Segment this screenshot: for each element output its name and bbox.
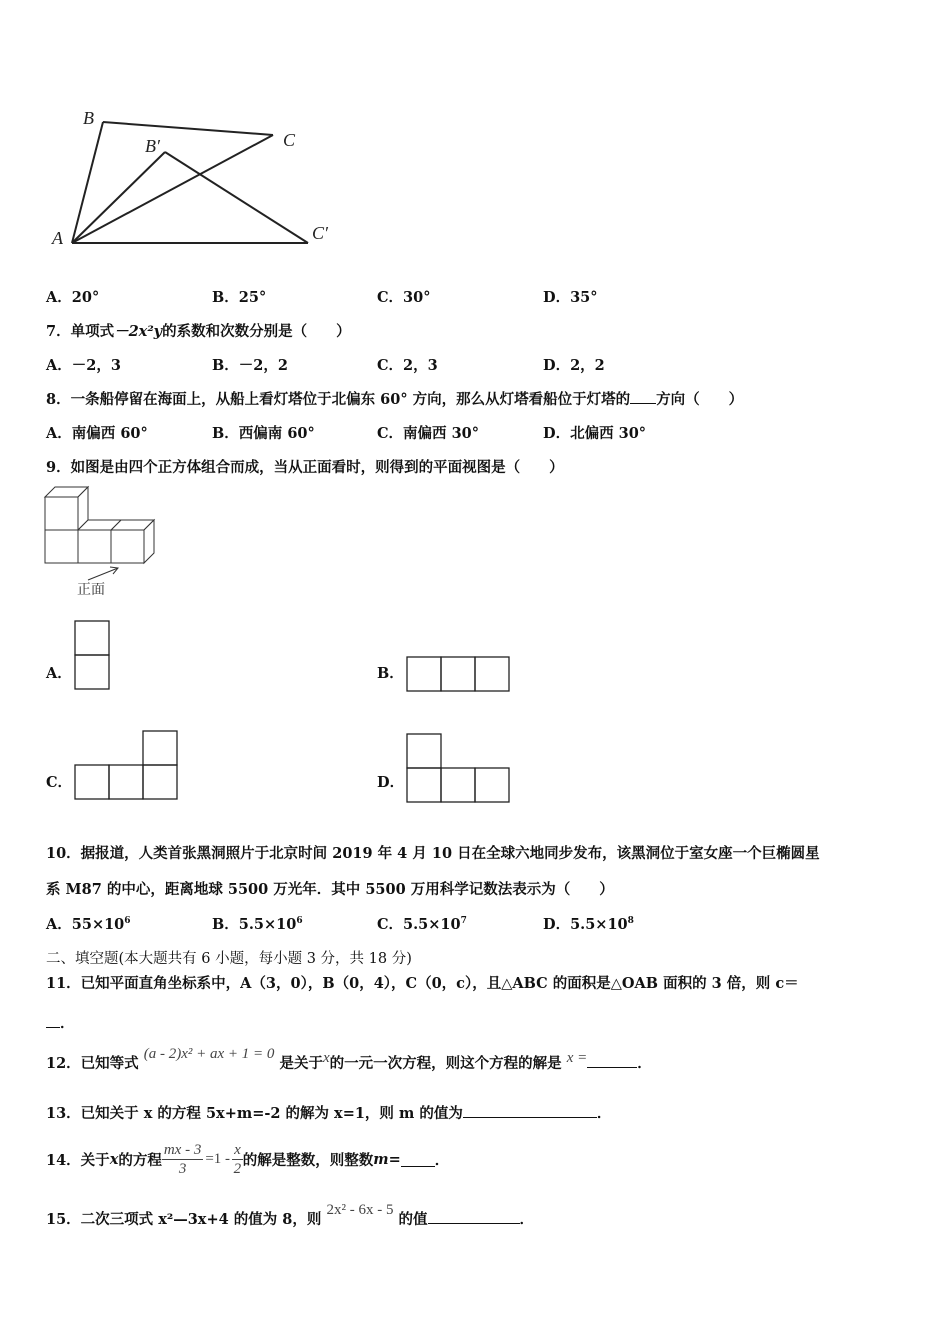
q9-option-c-label[interactable]: C． — [46, 774, 73, 791]
q12-equation: (a - 2)x² + ax + 1 = 0 — [143, 1046, 275, 1062]
q9-option-b-label[interactable]: B． — [377, 665, 404, 682]
q6-option-d[interactable]: D．35° — [543, 289, 598, 306]
q10-option-c[interactable]: C．$5.5\times 10^7$ — [377, 916, 467, 933]
q9-option-a-figure[interactable] — [74, 620, 114, 692]
q10-line2: 系 M87 的中心，距离地球 5500 万光年．其中 5500 万用科学记数法表示为（ ） — [46, 881, 614, 898]
q7-option-b[interactable]: B．－2，2 — [212, 357, 288, 374]
q9-option-c-figure[interactable] — [74, 730, 180, 802]
cube-svg — [40, 485, 170, 600]
q8-option-c[interactable]: C．南偏西 30° — [377, 425, 480, 442]
q6-option-b[interactable]: B．25° — [212, 289, 267, 306]
q13-question: 13．已知关于 x 的方程 5x+m=-2 的解为 x=1，则 m 的值为 ． — [46, 1105, 612, 1122]
q8-blank[interactable] — [630, 401, 656, 404]
label-C: C — [283, 130, 296, 150]
q8-question: 8．一条船停留在海面上，从船上看灯塔位于北偏东 60° 方向，那么从灯塔看船位于灯塔的 方向（ ） — [46, 391, 744, 408]
q8-option-d[interactable]: D．北偏西 30° — [543, 425, 647, 442]
q6-option-a[interactable]: A．20° — [46, 289, 100, 306]
label-A: A — [52, 228, 63, 248]
q7-option-a[interactable]: A．－2，3 — [46, 357, 121, 374]
q11-line2: ． — [46, 1012, 75, 1033]
q14-fraction-1: $\frac{mx - 3}{3}$ — [163, 1141, 202, 1177]
q15-blank[interactable] — [428, 1221, 520, 1224]
section-2-title: 二、填空题(本大题共有 6 小题，每小题 3 分，共 18 分) — [46, 951, 412, 967]
triangle-figure — [40, 100, 340, 260]
q11-blank[interactable] — [46, 1025, 60, 1028]
q7-expression: －2x²y — [114, 323, 163, 340]
q14-blank[interactable] — [401, 1164, 435, 1167]
q9-option-d-figure[interactable] — [406, 733, 512, 805]
q6-option-c[interactable]: C．30° — [377, 289, 431, 306]
q9-option-b-figure[interactable] — [406, 656, 512, 694]
q12-blank[interactable] — [587, 1065, 637, 1068]
q13-blank[interactable] — [463, 1115, 597, 1118]
front-label: 正面 — [77, 582, 105, 598]
q11-line1: 11．已知平面直角坐标系中，A（3，0），B（0，4），C（0，c），且△ABC 的面积是△OAB 面积的 3 倍，则 c＝ — [46, 975, 799, 992]
q10-option-a[interactable]: A．$55\times 10^6$ — [46, 916, 131, 933]
q15-question: 15．二次三项式 x²—3x+4 的值为 8，则 2x² - 6x - 5 的值 ． — [46, 1202, 535, 1228]
q10-line1: 10．据报道，人类首张黑洞照片于北京时间 2019 年 4 月 10 日在全球六地同步发布，该黑洞位于室女座一个巨椭圆星 — [46, 845, 820, 862]
q9-option-a-label[interactable]: A． — [46, 665, 72, 682]
q7-question: 7．单项式－2x²y的系数和次数分别是（ ） — [46, 323, 351, 340]
label-B-prime: B′ — [145, 136, 160, 156]
q15-expression: 2x² - 6x - 5 — [326, 1202, 394, 1218]
q9-question: 9．如图是由四个正方体组合而成，当从正面看时，则得到的平面视图是（ ） — [46, 459, 564, 476]
q12-question: 12．已知等式 (a - 2)x² + ax + 1 = 0 是关于x的一元一次方程，则这个方程的解是 x = ． — [46, 1046, 652, 1072]
q8-option-a[interactable]: A．南偏西 60° — [46, 425, 148, 442]
cube-figure — [40, 485, 170, 600]
q7-option-c[interactable]: C．2，3 — [377, 357, 438, 374]
q14-question: 14．关于 x 的方程 $\frac{mx - 3}{3}$ =1 - $\frac{x}{2}$ 的解是整数，则整数 m = ． — [46, 1141, 450, 1177]
q14-fraction-2: $\frac{x}{2}$ — [233, 1141, 242, 1177]
q10-option-b[interactable]: B．$5.5\times 10^6$ — [212, 916, 303, 933]
q10-option-d[interactable]: D．$5.5\times 10^8$ — [543, 916, 634, 933]
q7-option-d[interactable]: D．2，2 — [543, 357, 605, 374]
q12-answer-prefix: x = — [566, 1050, 588, 1066]
q8-option-b[interactable]: B．西偏南 60° — [212, 425, 315, 442]
q9-option-d-label[interactable]: D． — [377, 774, 405, 791]
q12-var: x — [322, 1050, 330, 1066]
label-B: B — [83, 108, 94, 128]
label-C-prime: C′ — [312, 223, 328, 243]
